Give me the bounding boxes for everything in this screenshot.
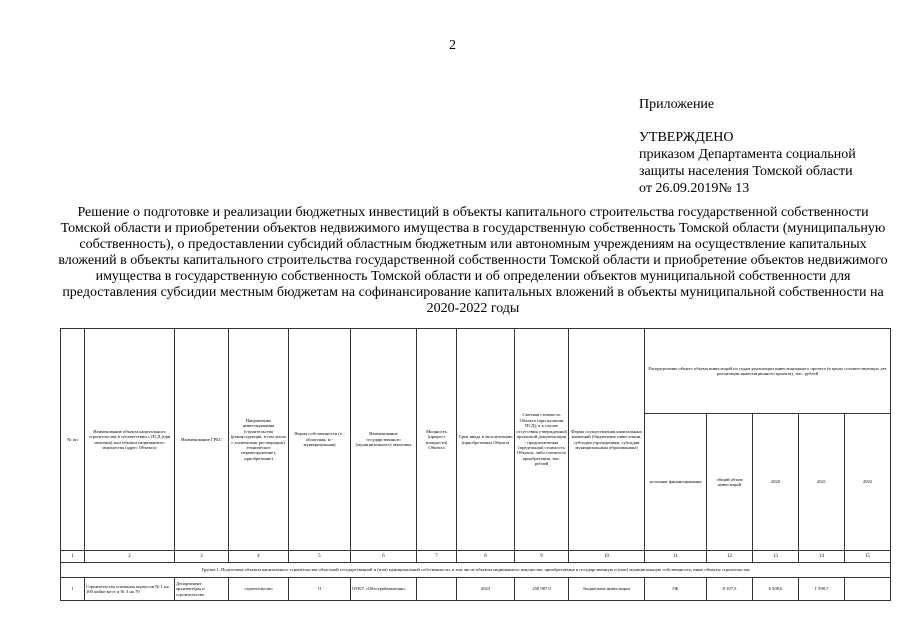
col-number: 2 (85, 551, 175, 563)
cell-total: 8 107,3 (707, 578, 753, 601)
page-number: 2 (449, 38, 456, 53)
col-number: 12 (707, 551, 753, 563)
header-total: общий объем инвестиций (707, 414, 753, 551)
cell-capacity (417, 578, 457, 601)
approval-line-3: от 26.09.2019№ 13 (639, 181, 750, 196)
header-object-name: Наименование объекта капитального строительства в соответствии с ПСД (при наличии) или объекта недвижимого имущества (адрес Объекта) (85, 329, 175, 551)
header-year-2022: 2022 (845, 414, 891, 551)
document-title: Решение о подготовке и реализации бюджетных инвестиций в объекты капитального строительства государственной собственности Томской области и приобретении объектов недвижимого имущества в государственную собственность Томской области (муниципальную собственность), о предоставлении субсидий областным бюджетным или автономным учреждениям на осуществление капитальных вложений в объекты капитального строительства государственной собственности Томской области и приобретение объектов недвижимого имущества в государственную собственность Томской области и об определении объектов муниципальной собственности для предоставления субсидии местным бюджетам на софинансирование капитальных вложений в объекты муниципальной собственности на 2020-2022 годы (58, 205, 888, 316)
cell-direction: строительство (229, 578, 289, 601)
cell-2020: 6 508,6 (753, 578, 799, 601)
col-number: 15 (845, 551, 891, 563)
group-1-label: Группа 1. Подготовка объекты капитального строительства областной государственной и (или) муниципальной собственности, в том числе объекты недвижимого имущества, приобретаемые в государственную и (или) муниципальную собственность, иные объекты строительства (61, 563, 891, 578)
header-source: источник финансирования (645, 414, 707, 551)
col-number: 13 (753, 551, 799, 563)
header-num: № пп (61, 329, 85, 551)
col-number: 10 (569, 551, 645, 563)
col-number: 8 (457, 551, 515, 563)
table-row (61, 578, 891, 601)
col-number: 14 (799, 551, 845, 563)
appendix-label: Приложение (639, 97, 715, 112)
header-customer: Наименование государственного (муниципального) заказчика (351, 329, 417, 551)
col-number: 6 (351, 551, 417, 563)
cell-num: 1 (61, 578, 85, 601)
header-distribution: Распределение общего объема инвестиций по годам реализации инвестиционного проекта (в ценах соответствующих лет реализации инвестиционного проекта), тыс. рублей (645, 329, 891, 414)
col-number: 5 (289, 551, 351, 563)
cell-grbs: Департамент архитектуры и строительства (175, 578, 229, 601)
cell-source: ОБ (645, 578, 707, 601)
header-grbs: Наименование ГРБС (175, 329, 229, 551)
col-number: 1 (61, 551, 85, 563)
header-cost: Сметная стоимость Объекта (при наличии ПСД), а в случае отсутствия утвержденной проектной документации - предполагаемая (предельная) стоимость Объекта, либо стоимость приобретения, тыс. рублей (515, 329, 569, 551)
cell-term: 2023 (457, 578, 515, 601)
col-number: 3 (175, 551, 229, 563)
col-number: 7 (417, 551, 457, 563)
header-direction: Направление инвестирования (строительство (реконструкция, в том числе с элементами реставрации), техническое перевооружение), приобретение) (229, 329, 289, 551)
approved-label: УТВЕРЖДЕНО (639, 130, 734, 145)
header-form: Форма осуществления капитальных вложений (бюджетные инвестиции, субсидия учреждениям, субсидия муниципальным образованиям) (569, 329, 645, 551)
approval-line-2: защиты населения Томской области (639, 164, 853, 179)
cell-2021: 1 598,7 (799, 578, 845, 601)
cell-form: бюджетные инвестиции (569, 578, 645, 601)
cell-object-name: Строительство спальных корпусов № 1 на 100 койко-мест и № 3 на 70 (85, 578, 175, 601)
header-term: Срок ввода в эксплуатацию (приобретения) Объекта (457, 329, 515, 551)
cell-cost: 250 987,9 (515, 578, 569, 601)
header-year-2020: 2020 (753, 414, 799, 551)
cell-ownership: О (289, 578, 351, 601)
header-capacity: Мощность (прирост мощности) Объекта (417, 329, 457, 551)
col-number: 9 (515, 551, 569, 563)
col-number: 11 (645, 551, 707, 563)
investment-table (60, 328, 891, 601)
header-year-2021: 2021 (799, 414, 845, 551)
cell-2022 (845, 578, 891, 601)
col-number: 4 (229, 551, 289, 563)
approval-line-1: приказом Департамента социальной (639, 147, 856, 162)
cell-customer: ОГКУ «Облстройзаказчик» (351, 578, 417, 601)
approval-block (639, 96, 856, 197)
header-ownership: Форма собственности (о - областная, м - муниципальная) (289, 329, 351, 551)
